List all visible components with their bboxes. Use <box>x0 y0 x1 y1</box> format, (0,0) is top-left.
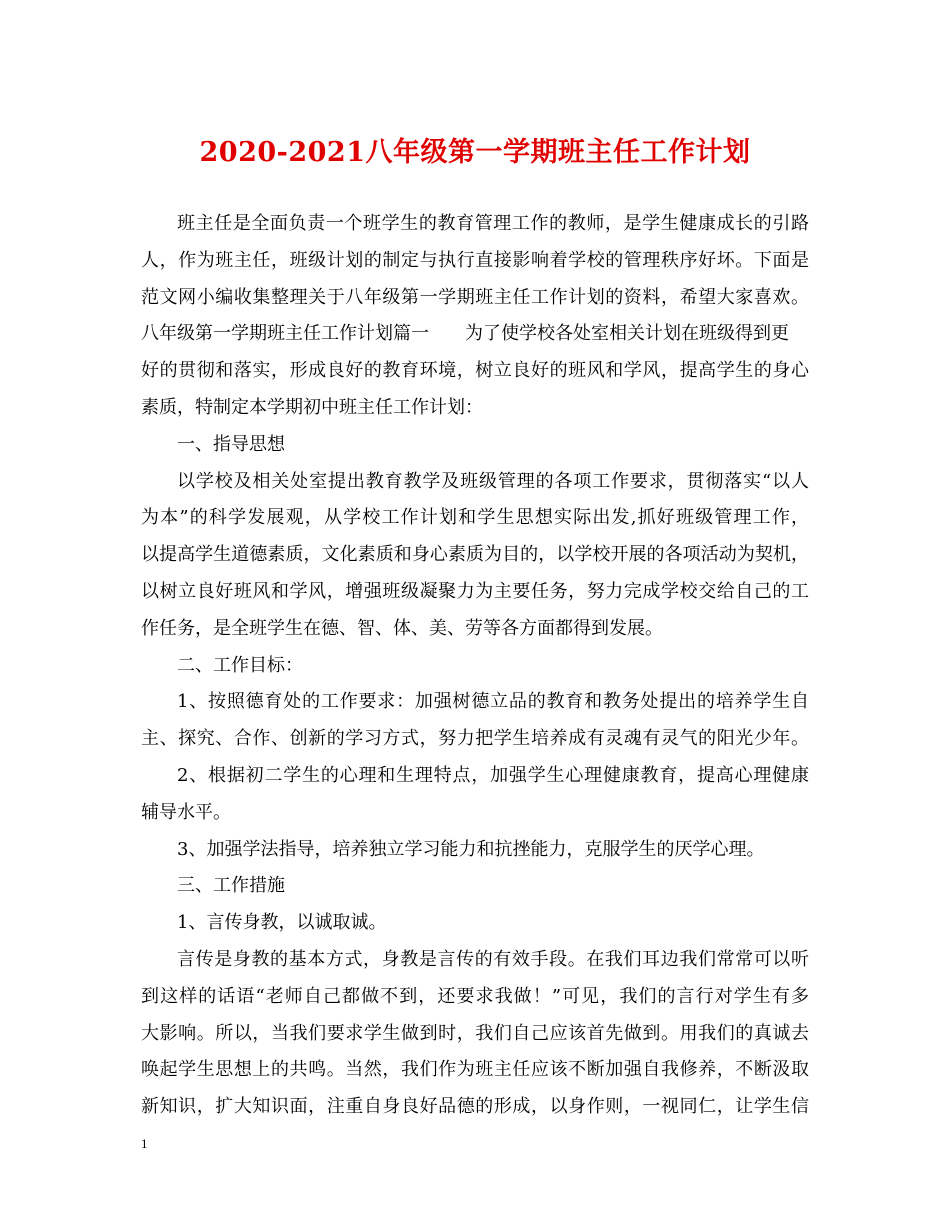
text-line: 2、根据初二学生的心理和生理特点，加强学生心理健康教育，提高心理健康 <box>177 764 809 786</box>
document-body <box>141 206 809 1126</box>
section-heading-inline: 八年级第一学期班主任工作计划篇一 <box>141 323 429 345</box>
text-line: 班主任是全面负责一个班学生的教育管理工作的教师，是学生健康成长的引路 <box>177 213 809 234</box>
text-line: 素质，特制定本学期初中班主任工作计划： <box>141 396 483 418</box>
text-line: 以提高学生道德素质，文化素质和身心素质为目的，以学校开展的各项活动为契机， <box>141 544 809 566</box>
text-line: 1、按照德育处的工作要求：加强树德立品的教育和教务处提出的培养学生自 <box>177 691 809 713</box>
text-line: 大影响。所以，当我们要求学生做到时，我们自己应该首先做到。用我们的真诚去 <box>141 1022 809 1044</box>
text-line: 作任务，是全班学生在德、智、体、美、劳等各方面都得到发展。 <box>141 617 663 639</box>
text-line: 言传是身教的基本方式，身教是言传的有效手段。在我们耳边我们常常可以听 <box>177 948 809 970</box>
section-heading: 一、指导思想 <box>177 433 285 455</box>
text-line <box>141 316 809 353</box>
text-line: 主、探究、合作、创新的学习方式，努力把学生培养成有灵魂有灵气的阳光少年。 <box>141 728 809 750</box>
text-line: 为本”的科学发展观，从学校工作计划和学生思想实际出发,抓好班级管理工作， <box>141 507 809 529</box>
section-heading: 二、工作目标： <box>177 654 303 676</box>
text-line: 以树立良好班风和学风，增强班级凝聚力为主要任务，努力完成学校交给自己的工 <box>141 580 809 602</box>
text-line: 3、加强学法指导，培养独立学习能力和抗挫能力，克服学生的厌学心理。 <box>177 838 765 860</box>
text-line: 人，作为班主任，班级计划的制定与执行直接影响着学校的管理秩序好坏。下面是 <box>141 249 809 271</box>
inline-text: 为了使学校各处室相关计划在班级得到更 <box>465 323 789 345</box>
text-line: 以学校及相关处室提出教育教学及班级管理的各项工作要求，贯彻落实“以人 <box>177 470 809 492</box>
text-line: 唤起学生思想上的共鸣。当然，我们作为班主任应该不断加强自我修养，不断汲取 <box>141 1059 809 1081</box>
text-line: 到这样的话语“老师自己都做不到，还要求我做！”可见，我们的言行对学生有多 <box>141 985 809 1007</box>
text-line: 辅导水平。 <box>141 801 231 823</box>
section-heading: 三、工作措施 <box>177 875 285 897</box>
text-line: 好的贯彻和落实，形成良好的教育环境，树立良好的班风和学风，提高学生的身心 <box>141 360 809 382</box>
text-line: 新知识，扩大知识面，注重自身良好品德的形成，以身作则，一视同仁，让学生信 <box>141 1096 809 1118</box>
text-line: 范文网小编收集整理关于八年级第一学期班主任工作计划的资料，希望大家喜欢。 <box>141 286 809 308</box>
text-line: 1、言传身教，以诚取诚。 <box>177 912 387 934</box>
document-title: 2020-2021八年级第一学期班主任工作计划 <box>199 137 751 168</box>
page-number: 1 <box>141 1136 148 1151</box>
